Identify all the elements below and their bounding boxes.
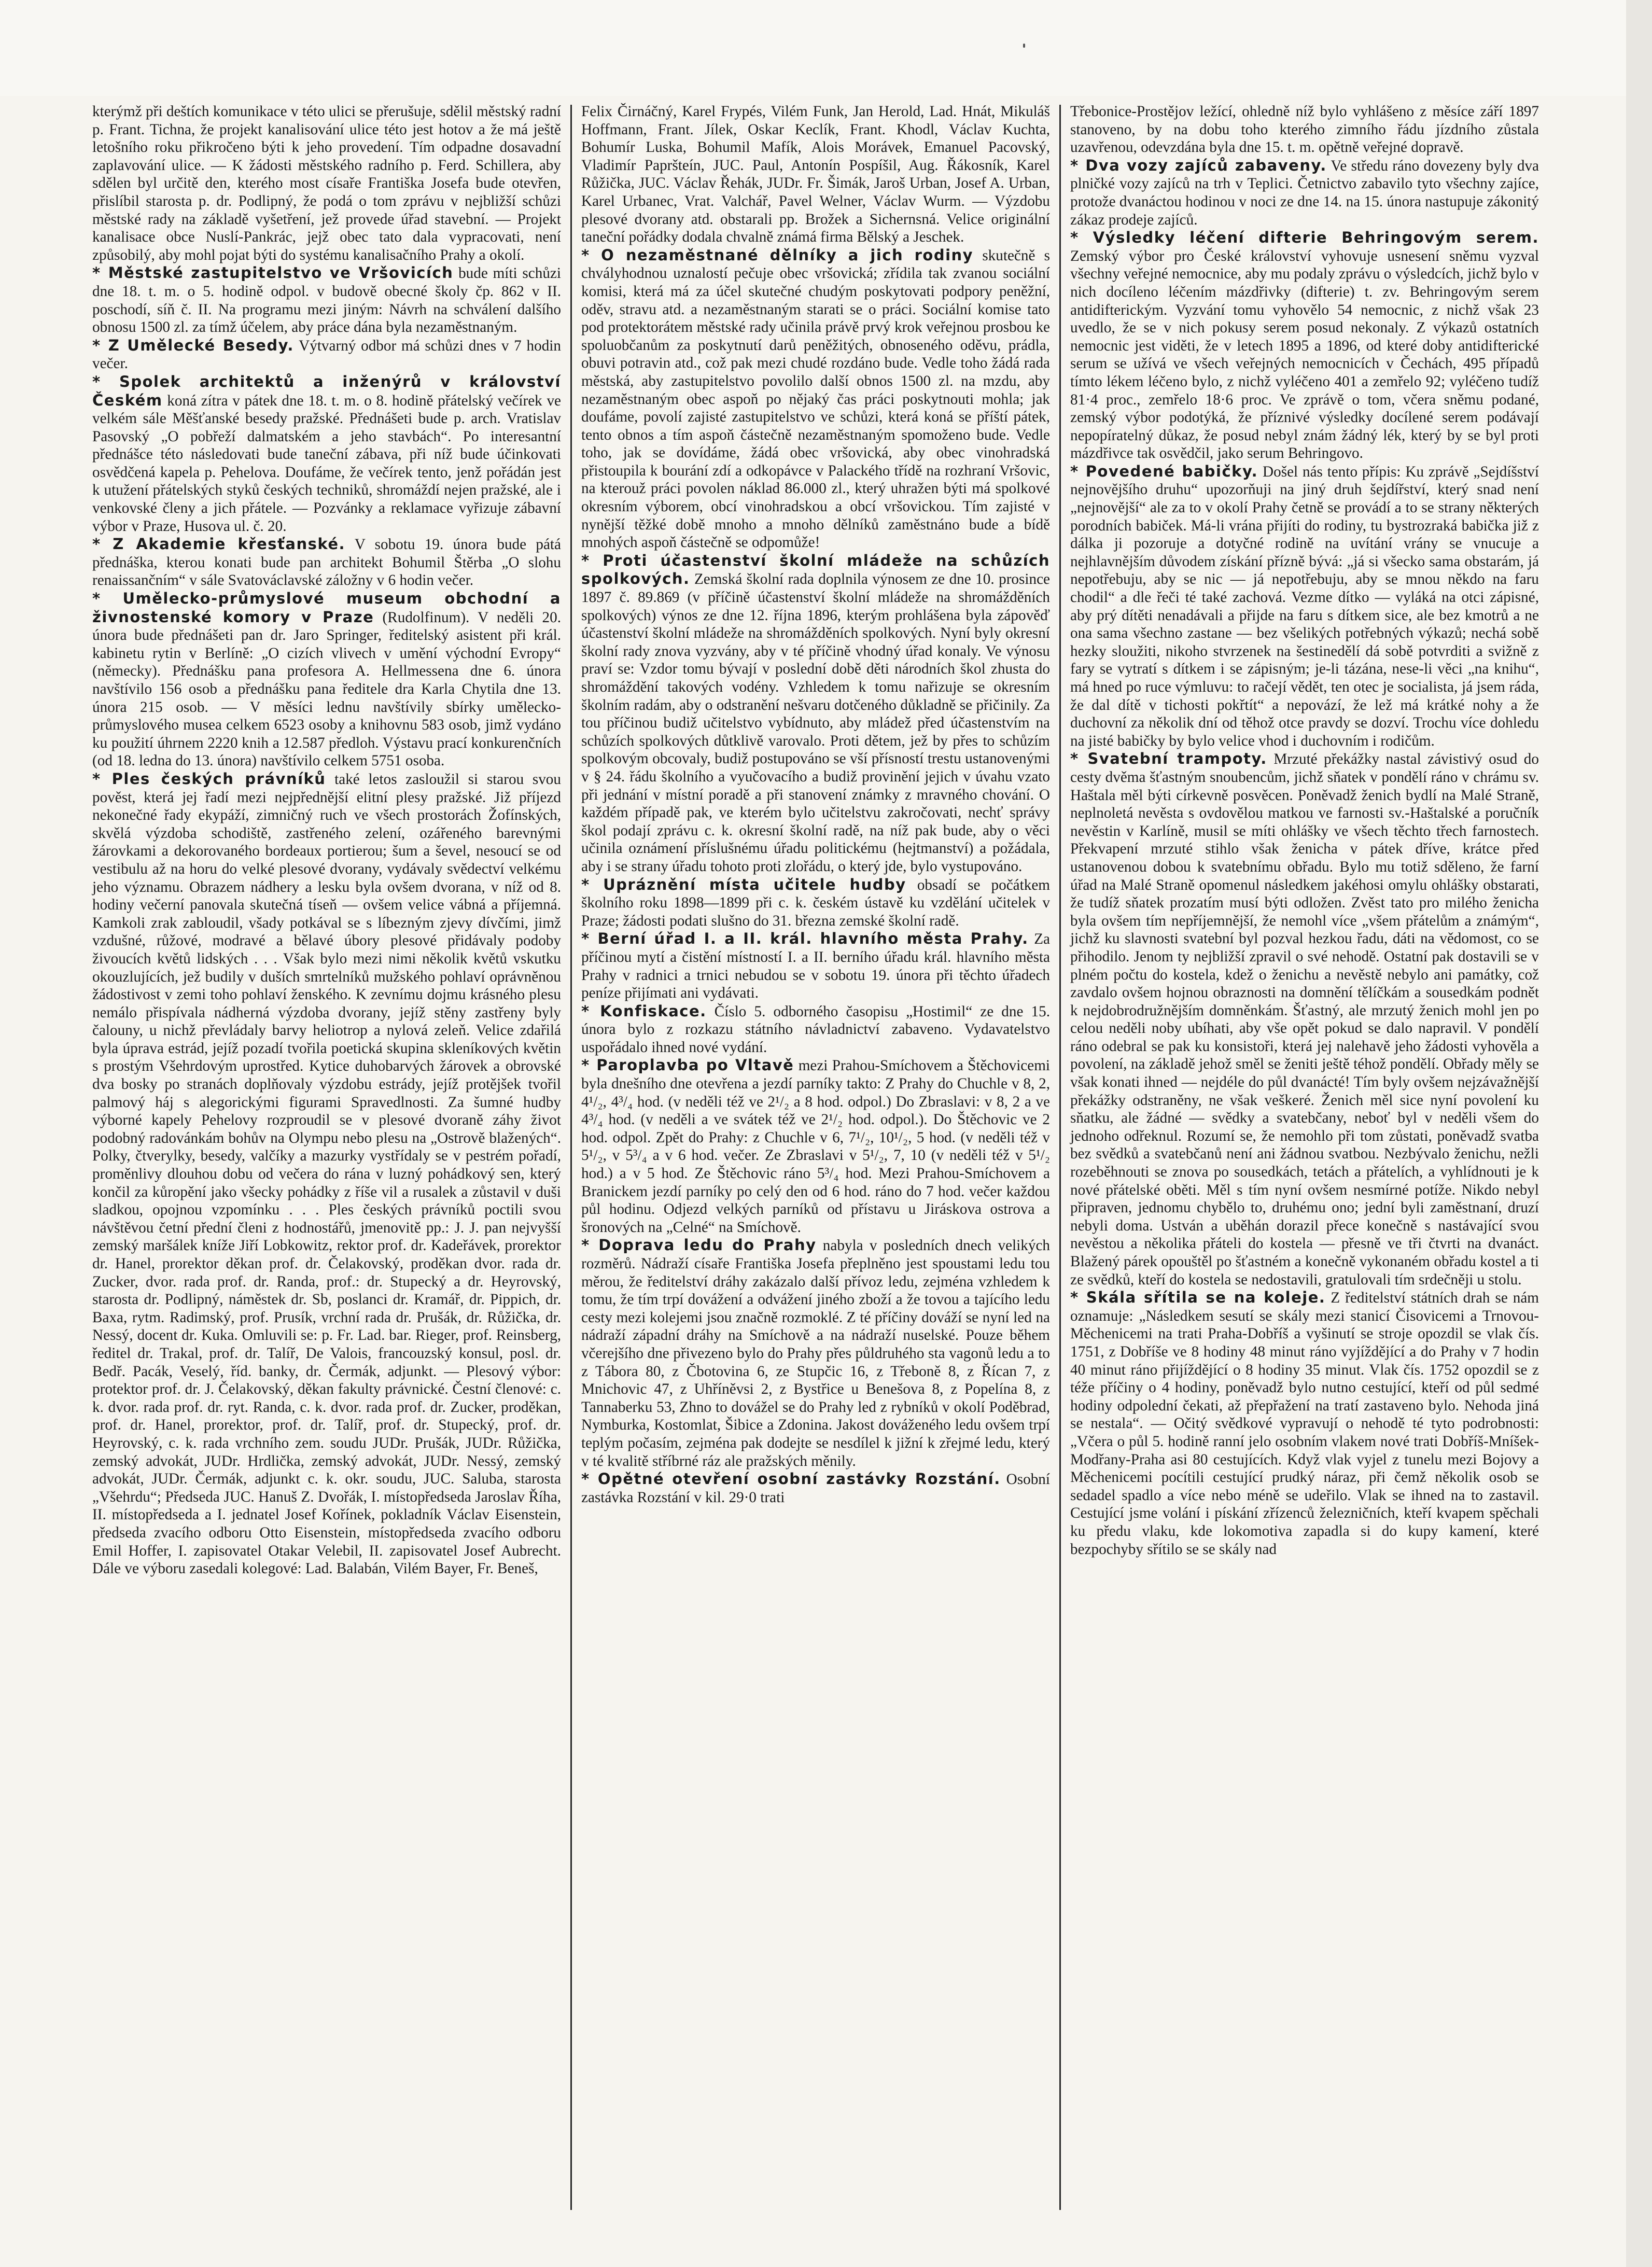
article-paragraph bbox=[1070, 750, 1539, 1289]
article-heading: * Z Umělecké Besedy. bbox=[92, 336, 294, 354]
article-text: Mrzuté překážky nastal závistivý osud do cesty dvěma šťastným snoubencům, jichž sňatek v pondělí ráno v chrámu sv. Haštala měl býti církevně posvěcen. Poněvadž ženich bydlí na Malé Straně, neplnoletá nevěsta s ovdovělou matkou ve farnosti sv.-Haštalské a poručník nevěstin v Karlíně, musil se míti ohlášky ve všech těchto třech farnostech. Překvapení mrzuté stihlo však ženicha v pátek dříve, krátce před ustanovenou dobou k svatebnímu obřadu. Bylo mu totiž sděleno, že farní úřad na Malé Straně opomenul následkem jakéhosi omylu ohlášky obstarati, že tudíž sňatek prozatím musí býti odložen. Zvěst tato pro milého ženicha byla ovšem tím nepříjemnější, že nemohl více „všem přátelům a známým“, jichž ku slavnosti svatební byl pozval hezkou řadu, dáti na vědomost, co se přihodilo. Jenom ty nejbližší zpravil o své nehodě. Ostatní pak dostavili se v plném počtu do kostela, kdež o ženichu a nevěstě nebylo ani památky, což zavdalo ovšem hojnou obraznosti na domnění tělíčkám a sousedkám podnět k nejdobrodružnějším domněnkám. Šťastný, ale mrzutý ženich mohl jen po celou neděli noby ubíhati, aby vše opět pokud se dalo napravil. V pondělí ráno odebral se pak ku konsistoři, která jej nalehavě jeho žádosti vyhověla a povolení, na základě jehož směl se ženiti ještě téhož pondělí. Obřady měly se však konati ihned — nejdéle do půl dvanácté! Tím byly ovšem nejzávažnější překážky odstraněny, ne však veškeré. Ženich měl sice nyní povolení ku sňatku, ale žádné — svědky a svatebčany, neboť byl v neděli všem do jednoho odřeknul. Rozumí se, že nemohlo při tom zůstati, poněvadž svatba bez svědků a svatebčanů není ani žádnou svatbou. Nezbývalo ženichu, nežli rozeběhnouti se znova po sousedkách, tetách a přátelích, a vyhlídnouti je k nové přátelské oběti. Měl s tím nyní ovšem nesmírné potíže. Nikdo nebyl připraven, jednomu chybělo to, druhému ono; jední byli zaměstnaní, druzí nebyli doma. Ustván a uběhán dorazil přece konečně s nastávající svou nevěstou a několika přáteli do kostela — přesně ve tři čtvrti na dvanáct. Blažený párek opouštěl po šťastném a konečně vykonaném obřadu kostel a ti ze svědků, kteří do kostela se nedostavili, gratulovali tím srdečněji u stolu. bbox=[1070, 751, 1539, 1288]
article-heading: * Doprava ledu do Prahy bbox=[581, 1236, 817, 1254]
article-text: Felix Čirnáčný, Karel Frypés, Vilém Funk, Jan Herold, Lad. Hnát, Mikuláš Hoffmann, Frant. Jílek, Oskar Keclík, Frant. Khodl, Václav Kuchta, Bohumír Luska, Bohumil Mafík, Alois Morávek, Emanuel Pacovský, Vladimír Papršteín, JUC. Paul, Antonín Pospíšil, Aug. Řákosník, Karel Růžička, JUC. Václav Řehák, JUDr. Fr. Šimák, Jaroš Urban, Josef A. Urban, Karel Urbanec, Vrat. Valchář, Pavel Welner, Václav Wurm. — Výzdobu plesové dvorany atd. obstarali pp. Brožek a Sichernsná. Velice originální taneční pořádky dodala chvalně známá firma Bělský a Jeschek. bbox=[581, 103, 1050, 246]
article-paragraph bbox=[92, 590, 561, 770]
article-heading: * Výsledky léčení difterie Behringovým serem. bbox=[1070, 229, 1539, 247]
ink-speck bbox=[1023, 44, 1025, 48]
article-heading: * Umělecko-průmyslové museum obchodní a živnostenské komory v Praze bbox=[92, 590, 561, 626]
article-text: Ve středu ráno dovezeny byly dva plničké vozy zajíců na trh v Teplici. Četnictvo zabavilo tyto všechny zajíce, protože dvanáctou hodinou v noci ze dne 14. na 15. února nastupuje zákonitý zákaz prodeje zajíců. bbox=[1070, 157, 1539, 228]
article-paragraph bbox=[1070, 157, 1539, 229]
article-heading: * Berní úřad I. a II. král. hlavního města Prahy. bbox=[581, 930, 1029, 948]
column-2 bbox=[572, 103, 1059, 2213]
article-heading: * Povedené babičky. bbox=[1070, 462, 1258, 480]
article-text: Za příčinou mytí a čistění místností I. a II. berního úřadu král. hlavního města Prahy v radnici a trnici nebudou se v sobotu 19. února při těchto úřadech peníze přijímati ani vydávati. bbox=[581, 931, 1050, 1002]
article-paragraph bbox=[92, 770, 561, 1578]
article-paragraph bbox=[581, 103, 1050, 246]
article-paragraph bbox=[581, 552, 1050, 876]
article-text: Výtvarný odbor má schůzi dnes v 7 hodin večer. bbox=[92, 337, 561, 372]
article-text: Osobní zastávka Rozstání v kil. 29·0 trati bbox=[581, 1471, 1050, 1506]
article-paragraph bbox=[1070, 463, 1539, 750]
article-heading: * Svatební trampoty. bbox=[1070, 750, 1267, 768]
article-text: (Rudolfinum). V neděli 20. února bude přednášeti pan dr. Jaro Springer, ředitelský asistent při král. kabinetu rytin v Berlíně: „O cizích vlivech v umění východní Evropy“ (německy). Přednášku pana profesora A. Hellmessena dne 6. února navštívilo 156 osob a přednášku pana ředitele dra Karla Chytila dne 13. února 215 osob. — V měsíci lednu navštívily sbírky umělecko-průmyslového musea celkem 6523 osoby a knihovnu 583 osob, jimž vydáno ku použití úhrnem 2220 knih a 12.587 předloh. Výstavu prací konkurenčních (od 18. ledna do 13. února) navštívilo celkem 5751 osoba. bbox=[92, 609, 561, 769]
article-heading: * Spolek architektů a inženýrů v království Českém bbox=[92, 372, 561, 409]
article-text: Číslo 5. odborného časopisu „Hostimil“ ze dne 15. února bylo z rozkazu státního návladnictví zabaveno. Vydavatelstvo uspořádalo ihned nové vydání. bbox=[581, 1003, 1051, 1056]
article-paragraph bbox=[92, 535, 561, 590]
article-heading: * Paroplavba po Vltavě bbox=[581, 1056, 794, 1074]
article-paragraph bbox=[1070, 103, 1539, 157]
article-text: nabyla v posledních dnech velikých rozměrů. Nádraží císaře Františka Josefa přeplněno jest spoustami ledu tou měrou, že ředitelství dráhy zakázalo další přívoz ledu, zejména vzhledem k tomu, že tím trpí dovážení a odvážení jiného zboží a že tovou a tajícího ledu cesty mezi kolejemi jsou značně rozmoklé. Z té příčiny dováží se nyní led na nádraží západní dráhy na Smíchově a na nádraží nuselské. Pouze během včerejšího dne přivezeno bylo do Prahy přes půldruhého sta vagonů ledu a to z Tábora 80, z Čbotovina 6, ze Stupčic 16, z Třeboně 8, z Řícan 7, z Mnichovic 47, z Uhříněvsi 2, z Bystřice u Benešova 8, z Popelína 8, z Tannaberku 53, Zhno to dovážel se do Prahy led z rybníků v okolí Poděbrad, Nymburka, Kostomlat, Šibice a Zdonina. Jakost dováženého ledu ovšem trpí teplým počasím, zejména pak dodejte se nesdílel k jižní k zřejmé ledu, který v té kvalitě stříbrné ráz ale pražských měnily. bbox=[581, 1237, 1050, 1470]
article-heading: * Konfiskace. bbox=[581, 1002, 707, 1020]
article-text: kterýmž při deštích komunikace v této ulici se přerušuje, sdělil městský radní p. Frant. Tichna, že projekt kanalisování ulice této jest hotov a že má ještě letošního roku přikročeno býti k jeho provedení. Tím odpadne dosavadní zaplavování ulice. — K žádosti městského radního p. Ferd. Schillera, aby sdělen byl určitě den, kterého most císaře Františka Josefa bude otevřen, přislíbil starosta p. dr. Podlipný, že podá o tom zprávu v nejbližší schůzi městské rady na základě vyšetření, jež provede úřad stavební. — Projekt kanalisace obce Nuslí-Pankrác, jejž obec tato dala vypracovati, není způsobilý, aby mohl pojat býti do systému kanalisačního Prahy a okolí. bbox=[92, 103, 561, 263]
article-paragraph bbox=[92, 103, 561, 264]
article-text: Došel nás tento přípis: Ku zprávě „Sejdíšství nejnovějšího druhu“ upozorňuji na jiný druh šejdířství, který snad není „nejnovější“ ale za to v okolí Prahy četně se provádí a to se strany některých porodních babiček. Má-li vrána přijíti do rodiny, tu bystrozraká babička již z dálka ji pozoruje a dotyčné rodině na uvítání vrány se vnucuje a nejhlavnějším důvodem získání přízně bývá: „já si všecko sama obstarám, já nepotřebuju, aby se nic — já nepotřebuju, aby se mnou někdo na faru chodil“ a dle řeči té také zachová. Vezme dítko — vyláká na otci zápisné, aby prý dítěti nenadávali a přijde na faru s dítkem sice, ale bez kmotrů a ne ona sama všechno zastane — bez všelikých potřebných výkazů; nechá sobě hezky sloužiti, nikoho stvrzenek na šestinedělí dá sobě potvrditi a svižně z fary se vytratí s dítkem i se zápisným; je-li tázána, nese-li věci „na knihu“, má hned po ruce výmluvu: to račejí vědět, ten otec je socialista, já jsem ráda, že dal dítě v tichosti pokřtít“ a nepovází, že lež má krátké nohy a že duchovní za několik dní od těhož otce pravdy se dozví. Trochu více dohledu na jisté babičky by bylo velice vhod i duchovním i rodičům. bbox=[1070, 463, 1539, 749]
text-columns bbox=[83, 103, 1571, 2213]
article-heading: * Ples českých právníků bbox=[92, 769, 326, 788]
article-heading: * Opětné otevření osobní zastávky Rozstání. bbox=[581, 1470, 1001, 1488]
article-heading: * Skála sřítila se na koleje. bbox=[1070, 1289, 1326, 1307]
article-text: také letos zasloužil si starou svou pověst, která jej řadí mezi nejpřednější elitní plesy pražské. Již příjezd nekonečné řady ekypáží, zimničný ruch ve všech prostorách Žofínských, skvělá výzdoba schodiště, zastřeného zelení, ozářeného barevnými žárovkami a dekorovaného bordeaux portierou; šum a ševel, nesoucí se od vestibulu až na horu do velké plesové dvorany, vydávaly svědectví velkému jeho významu. Obrazem nádhery a lesku byla ovšem dvorana, v níž od 8. hodiny večerní panovala skutečná tíseň — ovšem velice vábná a příjemná. Kamkoli zrak zabloudil, všady potkával se s líbezným zjevy dívčími, jimž vzdušné, růžové, modravé a bělavé úbory plesové přidávaly podoby živoucích květů lidských . . . Však bylo mezi nimi několik květů vskutku okouzlujících, jež budily v duších smrtelníků mužského pohlaví oprávněnou žádostivost v zemi toho pohlaví ženského. K zevnímu dojmu krásného plesu nemálo přispívala nádherná výzdoba dvorany, jejíž stěny zastřeny byly čalouny, u nichž převládaly barvy heliotrop a nylová zeleň. Velice zdařilá byla úprava estrád, jejíž pozadí tvořila poetická skupina skleníkových květin s prostým Všehrdovým uprostřed. Kytice duhobarvých žárovek a obrovské dva bosky po stranách doplňovaly výzdobu estrády, jejíž protějšek tvořil palmový háj s alegorickými figurami Spravedlnosti. Za šumné hudby výborné kapely Pehelovy rozproudil se v plesové dvoraně záhy život podobný radovánkám bohův na Olympu nebo plesu na „Ostrově blažených“. Polky, čtverylky, besedy, valčíky a mazurky vystřídaly se v pestrém pořadí, proměnlivy dlouhou dobu od večera do rána v luzný pohádkový sen, který končil za kůropění jako všecky pohádky z říše vil a rusalek a zůstavil v duši sladkou, opojnou vzpomínku . . . Ples českých právníků poctili svou návštěvou četní přední členi z hodnostářů, jmenovitě pp.: J. J. pan nejvyšší zemský maršálek kníže Jiří Lobkowitz, rektor prof. dr. Kadeřávek, prorektor dr. Hanel, prorektor děkan prof. dr. Čelakovský, proděkan dvor. rada dr. Zucker, dvor. rada prof. dr. Randa, prof.: dr. Stupecký a dr. Heyrovský, starosta dr. Podlipný, náměstek dr. Sb, poslanci dr. Kramář, dr. Pippich, dr. Baxa, rytm. Radimský, prof. Prusík, vrchní rada dr. Prušák, dr. Růžička, dr. Nessý, docent dr. Kuka. Omluvili se: p. Fr. Lad. bar. Rieger, prof. Reinsberg, ředitel dr. Trakal, prof. dr. Talíř, De Valois, francouzský konsul, posl. dr. Bedř. Pacák, Veselý, říd. banky, dr. Čermák, adjunkt. — Plesový výbor: protektor prof. dr. J. Čelakovský, děkan fakulty právnické. Čestní členové: c. k. dvor. rada prof. dr. ryt. Randa, c. k. dvor. rada prof. dr. Zucker, proděkan, prof. dr. Hanel, prorektor, prof. dr. Talíř, prof. dr. Stupecký, prof. dr. Heyrovský, c. k. rada vrchního zem. soudu JUDr. Prušák, JUDr. Růžička, zemský advokát, JUDr. Hrdlička, zemský advokát, JUDr. Nessý, zemský advokát, JUDr. Čermák, adjunkt c. k. okr. soudu, JUC. Saluba, starosta „Všehrdu“; Předseda JUC. Hanuš Z. Dvořák, I. místopředseda Jaroslav Říha, II. místopředseda a I. jednatel Josef Kořínek, pokladník Václav Eisenstein, předseda zvacího odboru Otto Eisenstein, místopředseda zvacího odboru Emil Hoffer, I. zapisovatel Otakar Velebil, II. zapisovatel Josef Aubrecht. Dále ve výboru zasedali kolegové: Lad. Balabán, Vilém Bayer, Fr. Beneš, bbox=[92, 771, 561, 1577]
article-text: mezi Prahou-Smíchovem a Štěchovicemi byla dnešního dne otevřena a jezdí parníky takto: Z Prahy do Chuchle v 8, 2, 4¹/₂, 4³/₄ hod. (v neděli též ve 2¹/₂ a 8 hod. odpol.) Do Zbraslavi: v 8, 2 a ve 4³/₄ hod. (v neděli a ve svátek též ve 2¹/₂ hod. odpol.). Do Štěchovic ve 2 hod. odpol. Zpět do Prahy: z Chuchle v 6, 7¹/₂, 10¹/₂, 5 hod. (v neděli též v 5¹/₂, v 5³/₄ a v 6 hod. večer. Ze Zbraslavi v 5¹/₂, 7, 10 (v neděli též v 5¹/₂ hod.) a v 5 hod. Ze Štěchovic ráno 5³/₄ hod. Mezi Prahou-Smíchovem a Branickem jezdí parníky po celý den od 6 hod. ráno do 7 hod. večer každou půl hodinu. Odjezd velkých parníků od přístavu u Jiráskova ostrova a šronových na „Celné“ na Smíchově. bbox=[581, 1057, 1051, 1236]
article-paragraph bbox=[92, 373, 561, 535]
article-text: Zemská školní rada doplnila výnosem ze dne 10. prosince 1897 č. 89.869 (v příčině účastenství školní mládeže na shromážděních spolkových) výnos ze dne 12. října 1896, kterým prohlášena byla zápověď účastenství školní mládeže na shromážděních spolkových. Nyní byly okresní školní rady znova vyzvány, aby v té příčině vhodný úřad konaly. Ve výnosu praví se: Vzdor tomu bývají v poslední době děti národních škol zhusta do shromáždění takových vodény. Vzhledem k tomu nařizuje se okresním školním radám, aby o odstranění nešvaru dotčeného důkladně se přičinily. Za tou příčinou budiž učitelstvo vybídnuto, aby mládež před účastenstvím na schůzích spolkových důtklivě varovalo. Proti dětem, jež by přes to schůzím spolkovým obcovaly, budiž postupováno se vší přísností trestu ustanovenými v § 24. řádu školního a vyučovacího a budiž provinění jejich v úvahu vzato při jednání v místní poradě a při stanovení známky z mravného chování. O každém případě pak, ve kterém bylo učitelstvu zakročovati, nechť správy škol podají zprávu c. k. okresní školní radě, na níž pak bude, aby o věci učinila oznámení příslušnému úřadu politickému (hejtmanství) a požádala, aby i se strany úřadu tohoto proti zlořádu, o který jde, bylo vystupováno. bbox=[581, 571, 1050, 875]
article-paragraph bbox=[1070, 1289, 1539, 1558]
article-paragraph bbox=[92, 337, 561, 373]
article-paragraph bbox=[581, 1056, 1050, 1236]
article-text: Zemský výbor pro České království vyhovuje usnesení sněmu vyzval všechny veřejné nemocnice, aby mu podaly zprávu o výsledcích, jichž bylo v nich docíleno léčením mázdřivky (difterie) t. zv. Behringovým serem antidifterickým. Vyzvání tomu vyhovělo 54 nemocnic, z nichž však 23 uvedlo, že se v nich pokusy serem posud nekonaly. Z výkazů ostatních nemocnic jest viděti, že v letech 1895 a 1896, od které doby antidifterické serum se užívá ve všech veřejných nemocnicích v Čechách, 495 případů tímto lékem léčeno bylo, z nichž vyléčeno 401 a zemřelo 92; vyléčeno tudíž 81·4 proc., zemřelo 18·6 proc. Ve zprávě o tom, včera sněmu podané, zemský výbor podotýká, že příznivé výsledky docílené serem podávají nepopíratelný důkaz, že posud nebyl znám žádný lék, který by se byl proti mázdřivce tak osvědčil, jako serum Behringovo. bbox=[1070, 247, 1539, 462]
article-heading: * Upráznění místa učitele hudby bbox=[581, 875, 906, 893]
article-text: bude míti schůzi dne 18. t. m. o 5. hodině odpol. v budově obecné školy čp. 862 v II. poschodí, síň č. II. Na programu mezi jiným: Návrh na schválení dalšího obnosu 1500 zl. za tímž účelem, aby práce dána byla nezaměstnaným. bbox=[92, 265, 561, 336]
column-1 bbox=[83, 103, 570, 2213]
article-paragraph bbox=[1070, 229, 1539, 463]
top-margin bbox=[0, 0, 1652, 96]
article-paragraph bbox=[581, 876, 1050, 930]
article-paragraph bbox=[581, 1470, 1050, 1506]
article-heading: * Dva vozy zajíců zabaveny. bbox=[1070, 156, 1327, 174]
article-paragraph bbox=[581, 930, 1050, 1002]
article-text: V sobotu 19. února bude pátá přednáška, kterou konati bude pan architekt Bohumil Štěrba „O slohu renaissančním“ v sále Svatováclavské záložny v 6 hodin večer. bbox=[92, 536, 561, 589]
article-text: skutečně s chvályhodnou uznalostí pečuje obec vršovická; zřídila tak zvanou sociální komisi, která má za účel skutečné chudým poskytovati podpory peněžní, oděv, stravu atd. a nezaměstnaným starati se o práci. Sociální komise tato pod protektorátem městské rady učinila právě prvý krok veřejnou prosbou ke spoluobčanům za poskytnutí darů peněžitých, obnoseného oděvu, prádla, obuvi potravin atd., což pak mezi chudé rozdáno bude. Vedle toho žádá rada městská, aby zastupitelstvo povolilo další obnos 1500 zl. na mzdu, aby nezaměstnaným obec aspoň po nějaký čas práci poskytnouti mohla; jak doufáme, povolí zajisté zastupitelstvo ve schůzi, která koná se příští pátek, tento obnos a tím aspoň částečně nezaměstnaným spomoženo bude. Vedle toho, jak se dovídáme, žádá obec vršovická, aby obec vinohradská přistoupila k bourání zdí a odkopávce v Palackého třídě na rozhraní Vršovic, na kterouž práci povolen náklad 86.000 zl., který uhražen býti má spolkové okresním výborem, obcí vinohradskou a obcí vršovickou. Tím zajisté v nynější těžké době mnoho a mnoho dělníků zaměstnáno bude a bídě mnohých aspoň částečně se odpomůže! bbox=[581, 247, 1050, 551]
article-paragraph bbox=[581, 1002, 1050, 1057]
article-heading: * O nezaměstnané dělníky a jich rodiny bbox=[581, 246, 974, 264]
article-text: obsadí se počátkem školního roku 1898—1899 při c. k. českém ústavě ku vzdělání učitelek v Praze; žádosti podati slušno do 31. března zemské školní radě. bbox=[581, 876, 1050, 929]
article-text: Z ředitelství státních drah se nám oznamuje: „Následkem sesutí se skály mezi stanicí Čisovicemi a Trnovou-Měchenicemi na trati Praha-Dobříš a vyšinutí se stroje opozdil se vlak čís. 1751, z Dobříše ve 8 hodiny 48 minut ráno vyjíždějící a do Prahy v 7 hodin 40 minut ráno přijíždějící o 8 hodiny 35 minut. Vlak čís. 1752 opozdil se z téže příčiny o 4 hodiny, poněvadž bylo nutno cestující, kteří od půl sedmé hodiny odpolední čekati, až přepřažení na tratí zastaveno bylo. Nehoda jiná se nestala“. — Očitý svědkové vypravují o nehodě té tyto podrobnosti: „Včera o půl 5. hodině ranní jelo osobním vlakem nové trati Dobříš-Mníšek-Modřany-Praha asi 80 cestujících. Když vlak vyjel z tunelu mezi Bojovy a Měchenicemi pocítili cestující prudký náraz, při čemž několik osob se sedadel spadlo a více nebo méně se udeřilo. Vlak se ihned na to zastavil. Cestující jsme volání i pískání zřízenců železničních, kteří kvapem spěchali ku předu vlaku, kde lokomotiva zapadla si do kupy kamení, které bezpochyby sřítilo se se skály nad bbox=[1070, 1290, 1539, 1558]
article-paragraph bbox=[581, 1236, 1050, 1470]
article-heading: * Proti účastenství školní mládeže na schůzích spolkových. bbox=[581, 551, 1050, 588]
article-heading: * Městské zastupitelstvo ve Vršovicích bbox=[92, 264, 454, 282]
article-text: koná zítra v pátek dne 18. t. m. o 8. hodině přátelský večírek ve velkém sále Měšťanské besedy pražské. Přednášeti bude p. arch. Vratislav Pasovský „O pobřeží dalmatském a jeho stavbách“. Po interesantní přednášce této následovati bude taneční zábava, při níž bude účinkovati osvědčená kapela p. Pehelova. Doufáme, že večírek tento, jenž pořádán jest k utužení přátelských styků českých techniků, shromáždí nejen pražské, ale i venkovské členy a jich přátele. — Pozvánky a reklamace vyřizuje zábavní výbor v Praze, Husova ul. č. 20. bbox=[92, 392, 561, 535]
article-paragraph bbox=[581, 246, 1050, 552]
article-paragraph bbox=[92, 264, 561, 336]
article-heading: * Z Akademie křesťanské. bbox=[92, 535, 346, 553]
scan-edge bbox=[1626, 0, 1652, 2267]
article-text: Třebonice-Prostějov ležící, ohledně níž bylo vyhlášeno z měsíce září 1897 stanoveno, by na dobu toho kterého zimního řádu jízdního zůstala uzavřenou, odevzdána byla dne 15. t. m. opětně veřejné dopravě. bbox=[1070, 103, 1539, 156]
column-3 bbox=[1061, 103, 1548, 2213]
